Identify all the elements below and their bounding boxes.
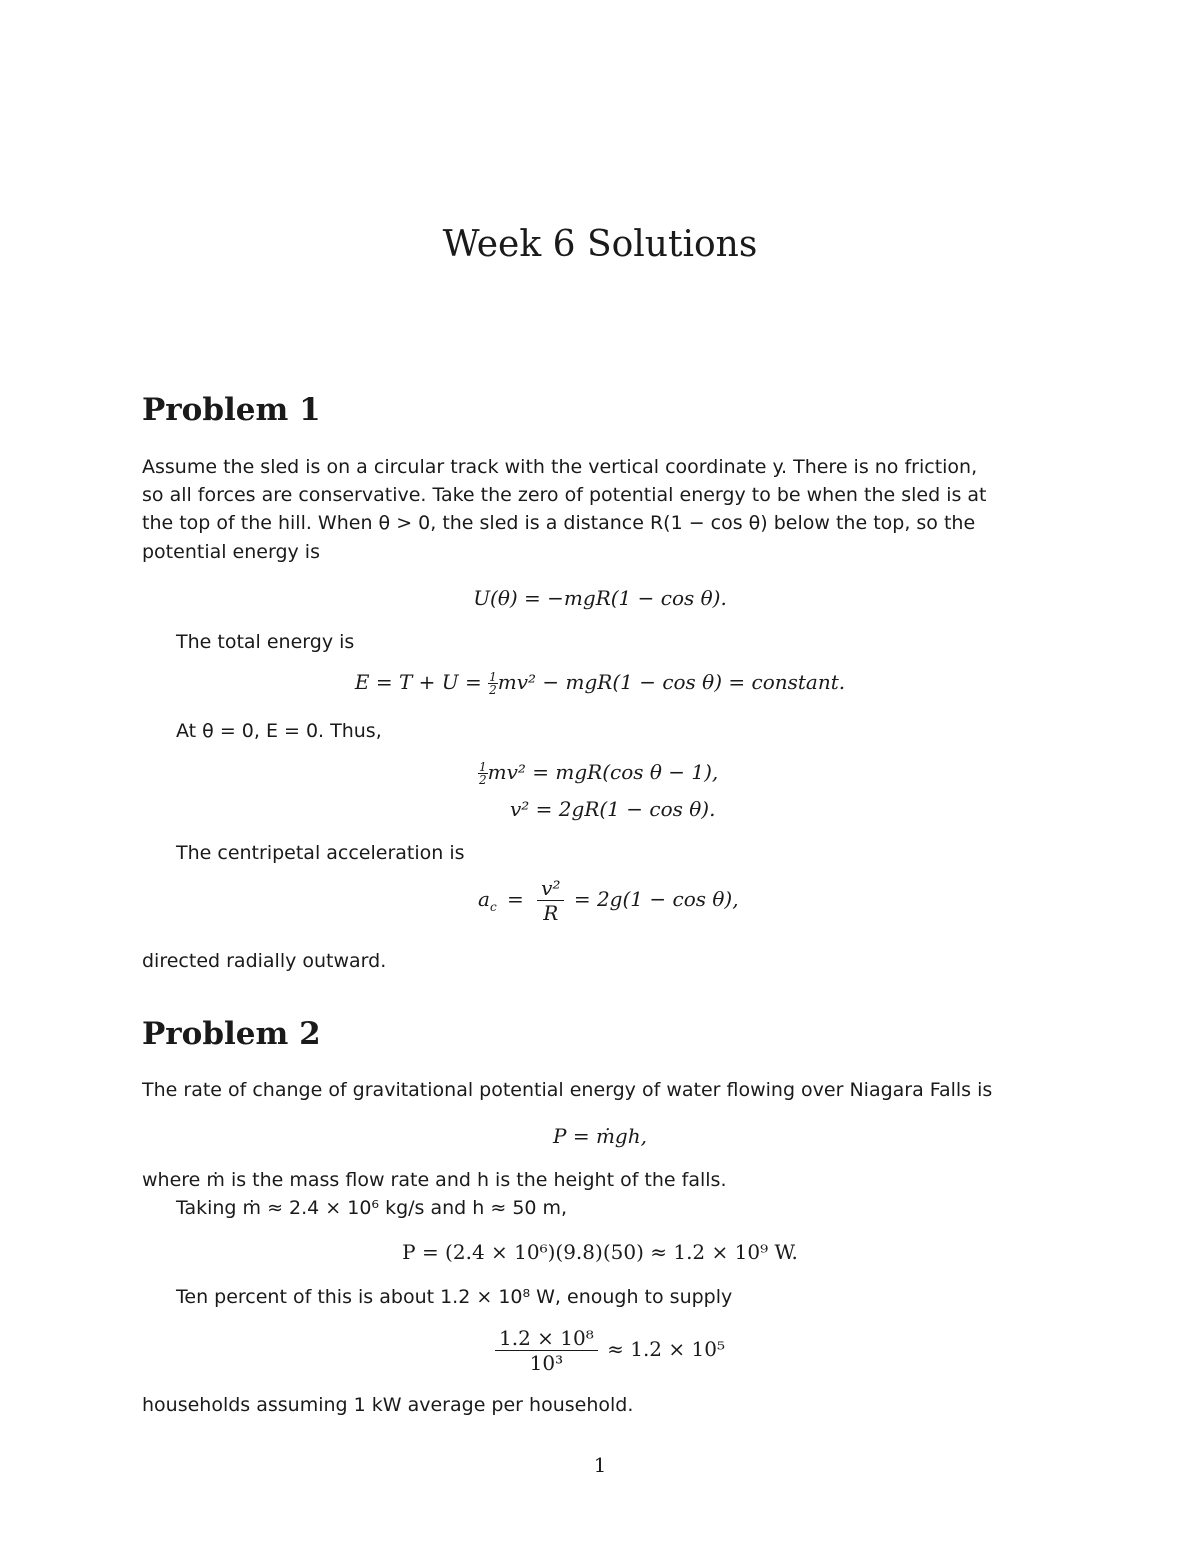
equation-potential-energy: U(θ) = −mgR(1 − cos θ). xyxy=(473,586,727,610)
problem-1-conclusion: directed radially outward. xyxy=(142,950,387,972)
problem-1-intro-line-4: potential energy is xyxy=(142,541,320,563)
equation-v-squared: v² = 2gR(1 − cos θ). xyxy=(510,797,716,821)
equation-half-mv2 xyxy=(478,760,718,786)
equation-households xyxy=(492,1326,725,1375)
problem-1-intro-line-2: so all forces are conservative. Take the zero of potential energy to be when the sled is at xyxy=(142,484,987,506)
problem-2-heading: Problem 2 xyxy=(142,1016,321,1052)
page-title: Week 6 Solutions xyxy=(442,224,758,265)
one-half-fraction: $\frac{1}{2}$ xyxy=(479,760,487,787)
problem-1-intro-line-1: Assume the sled is on a circular track with the vertical coordinate y. There is no friction, xyxy=(142,456,978,478)
problem-2-intro: The rate of change of gravitational potential energy of water flowing over Niagara Falls is xyxy=(142,1079,993,1101)
households-fraction xyxy=(495,1326,598,1375)
equation-power: P = ṁgh, xyxy=(553,1124,647,1148)
fraction-denominator: R xyxy=(543,901,559,925)
equation-total-energy xyxy=(0,670,1200,696)
equation-centripetal-rhs: = 2g(1 − cos θ), xyxy=(573,887,739,911)
equation-half-mv2-rhs: mv² = mgR(cos θ − 1), xyxy=(487,760,719,784)
ac-subscript: c xyxy=(489,900,497,914)
taking-text: Taking ṁ ≈ 2.4 × 10⁶ kg/s and h ≈ 50 m, xyxy=(176,1197,568,1219)
equation-households-rhs: ≈ 1.2 × 10⁵ xyxy=(607,1337,725,1361)
where-text: where ṁ is the mass flow rate and h is the height of the falls. xyxy=(142,1169,727,1191)
one-half-fraction: $\frac{1}{2}$ xyxy=(489,670,497,697)
problem-2-conclusion: households assuming 1 kW average per household. xyxy=(142,1394,634,1416)
fraction-numerator: v² xyxy=(537,876,564,901)
equation-total-energy-rhs: mv² − mgR(1 − cos θ) = constant. xyxy=(497,670,846,694)
fraction-numerator: 1.2 × 10⁸ xyxy=(495,1326,598,1351)
page-number: 1 xyxy=(593,1453,607,1477)
equation-centripetal: $a_c$ = $\frac{\text{v²}}{R}$ = 2g(1 − cos θ), xyxy=(478,876,739,925)
problem-1-intro-line-3: the top of the hill. When θ > 0, the sled is a distance R(1 − cos θ) below the top, so the xyxy=(142,512,976,534)
v2-over-r-fraction xyxy=(537,876,564,925)
ac-symbol: a xyxy=(478,887,490,911)
equation-power-value: P = (2.4 × 10⁶)(9.8)(50) ≈ 1.2 × 10⁹ W. xyxy=(402,1240,798,1264)
centripetal-text: The centripetal acceleration is xyxy=(176,842,465,864)
problem-1-heading: Problem 1 xyxy=(142,392,321,428)
equation-total-energy-lhs: E = T + U = xyxy=(354,670,489,694)
total-energy-text: The total energy is xyxy=(176,631,355,653)
fraction-denominator: 10³ xyxy=(529,1351,564,1375)
at-zero-text: At θ = 0, E = 0. Thus, xyxy=(176,720,382,742)
ten-percent-text: Ten percent of this is about 1.2 × 10⁸ W, enough to supply xyxy=(176,1286,733,1308)
